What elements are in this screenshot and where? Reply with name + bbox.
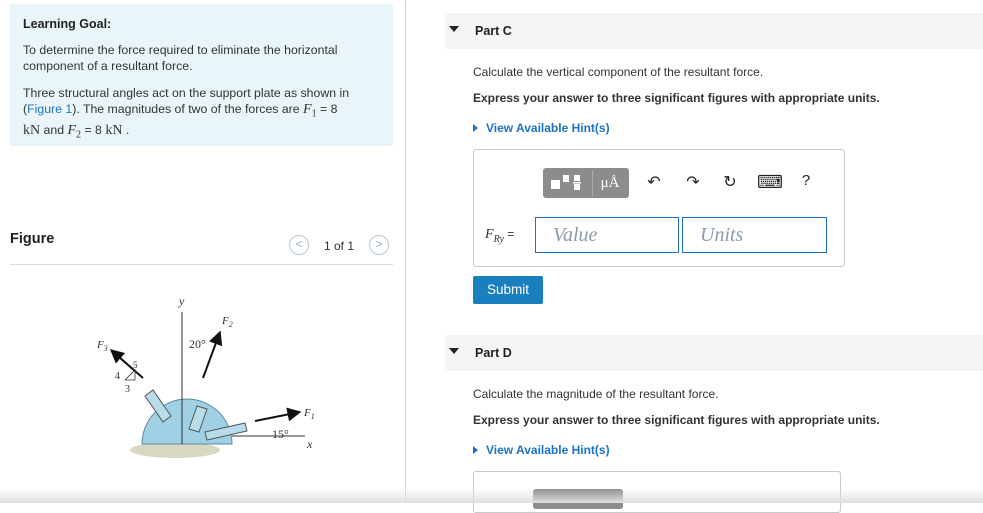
submit-button[interactable]: Submit [473,276,543,304]
part-c-instruction: Express your answer to three significant figures with appropriate units. [473,91,880,105]
part-c-hint-link[interactable] [473,121,610,135]
reset-button[interactable] [720,172,740,192]
part-d-hint-label: View Available Hint(s) [486,443,610,457]
undo-icon: ↶ [647,174,661,191]
f1-symbol: F [303,102,312,117]
desc-end: . [122,123,130,138]
part-d-question: Calculate the magnitude of the resultant force. [473,387,719,401]
slope-4: 4 [115,371,120,382]
learning-goal-title: Learning Goal: [23,17,112,31]
part-c-header[interactable] [445,13,983,49]
keyboard-button[interactable] [757,172,783,193]
help-button[interactable] [796,172,816,189]
caret-down-icon [449,348,459,354]
f1-subscript: 1 [311,108,317,120]
f1-value: = 8 [316,102,338,116]
f2-unit: kN [105,123,123,139]
caret-down-icon [449,26,459,32]
part-c-title: Part C [475,24,512,38]
units-icon: μÅ [600,175,620,191]
part-d-instruction: Express your answer to three significant figures with appropriate units. [473,413,880,427]
desc-prefix: Three structural angles act on the support plate as shown in ( [23,86,350,116]
angle-20-label: 20° [189,337,206,351]
bottom-scroll-fade [0,488,983,503]
units-button[interactable] [592,170,627,196]
part-d-title: Part D [475,346,512,360]
f2-symbol: F [67,123,77,139]
f1-arrow [255,412,300,421]
left-panel [0,0,405,503]
part-c-hint-label: View Available Hint(s) [486,121,610,135]
force-diagram [85,290,335,470]
chevron-left-icon: < [295,237,303,251]
f1-unit: kN [23,123,41,139]
figure-divider [10,264,393,265]
learning-goal-box [10,4,393,146]
variable-label: $F_{Ry}$ = [485,227,515,245]
desc-mid: ). The magnitudes of two of the forces are [72,102,304,116]
f2-value: = 8 [81,123,106,138]
triangle-right-icon [473,446,478,454]
template-button[interactable] [547,172,587,194]
f2-label: $F_2$ [222,315,233,329]
part-d-header[interactable] [445,335,983,371]
figure-title: Figure [10,231,55,247]
slope-5: 5 [133,360,138,370]
learning-goal-description [23,85,383,144]
and-text: and [40,123,68,138]
angle-15-label: 15° [272,427,289,441]
part-d-hint-link[interactable] [473,443,610,457]
f1-label: $F_1$ [304,407,315,421]
triangle-right-icon [473,124,478,132]
learning-goal-intro: To determine the force required to eliminate the horizontal component of a resultant force. [23,43,338,73]
slope-triangle [125,370,135,380]
chevron-right-icon: > [375,237,383,251]
slope-3: 3 [125,384,130,395]
redo-button[interactable] [683,172,703,192]
redo-icon: ↷ [686,174,700,191]
panel-divider [405,0,406,503]
reset-icon: ↻ [723,174,737,191]
units-input[interactable]: Units [682,217,827,253]
x-axis-label: x [307,437,313,451]
part-c-question: Calculate the vertical component of the resultant force. [473,65,764,79]
y-axis-label: y [179,294,185,308]
figure-link[interactable]: Figure 1 [27,102,73,116]
figure-counter: 1 of 1 [324,239,355,253]
value-input[interactable]: Value [535,217,679,253]
help-icon: ? [801,172,811,189]
f2-subscript: 2 [76,129,82,141]
next-figure-button[interactable] [369,235,389,255]
f3-label: $F_3$ [97,339,108,353]
keyboard-icon: ⌨ [757,172,783,192]
prev-figure-button[interactable] [289,235,309,255]
undo-button[interactable] [644,172,664,192]
template-icon [547,172,587,194]
